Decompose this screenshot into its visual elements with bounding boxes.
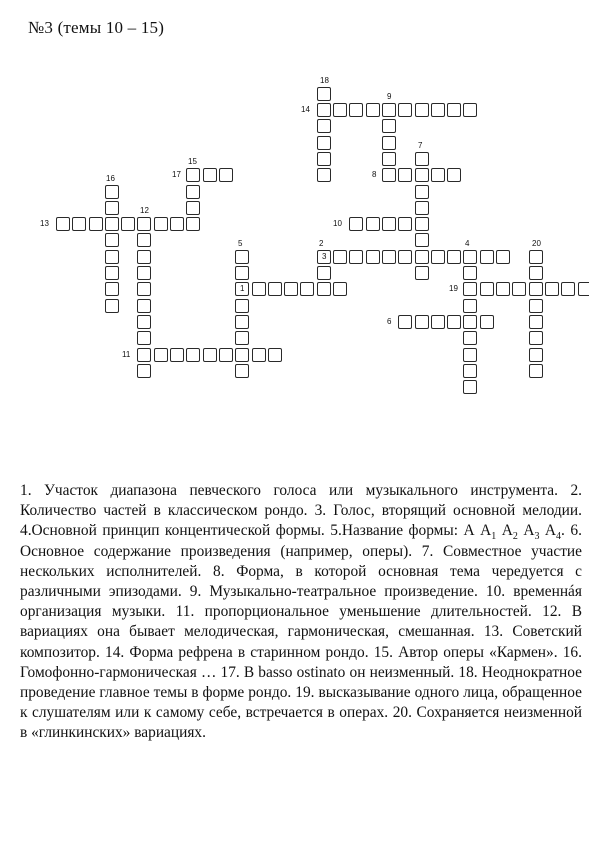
- crossword-cell[interactable]: [578, 282, 589, 296]
- crossword-cell[interactable]: [137, 250, 151, 264]
- clue-2: 2. Количество частей в классическом рондо.: [20, 482, 582, 520]
- clue-6: 6. Основное содержание произведения (например, оперы).: [20, 522, 582, 560]
- crossword-cell[interactable]: [105, 250, 119, 264]
- crossword-cell[interactable]: [398, 315, 412, 329]
- crossword-cell[interactable]: [415, 250, 429, 264]
- crossword-cell[interactable]: [317, 282, 331, 296]
- crossword-cell[interactable]: [186, 201, 200, 215]
- crossword-cell[interactable]: [382, 250, 396, 264]
- crossword-cell[interactable]: [447, 250, 461, 264]
- clue-5-sub-3: 3: [534, 531, 540, 543]
- clue-number-12: 12: [140, 206, 149, 215]
- clue-number-1: 1: [240, 284, 245, 293]
- crossword-cell[interactable]: [56, 217, 70, 231]
- crossword-cell[interactable]: [105, 217, 119, 231]
- crossword-cell[interactable]: [529, 331, 543, 345]
- crossword-cell[interactable]: [463, 348, 477, 362]
- clue-number-13: 13: [40, 219, 49, 228]
- clue-number-14: 14: [301, 105, 310, 114]
- crossword-cell[interactable]: [121, 217, 135, 231]
- crossword-cell[interactable]: [300, 282, 314, 296]
- crossword-cell[interactable]: [349, 217, 363, 231]
- clue-9: 9. Музыкально-театральное произведение.: [189, 583, 478, 601]
- crossword-cell[interactable]: [415, 315, 429, 329]
- clue-number-17: 17: [172, 170, 181, 179]
- crossword-cell[interactable]: [186, 185, 200, 199]
- crossword-cell[interactable]: [137, 233, 151, 247]
- crossword-cell[interactable]: [186, 348, 200, 362]
- clue-number-15: 15: [188, 157, 197, 166]
- clue-17: 17. В basso ostinato он неизменный.: [220, 663, 455, 681]
- crossword-cell[interactable]: [137, 315, 151, 329]
- crossword-cell[interactable]: [333, 282, 347, 296]
- crossword-cell[interactable]: [431, 315, 445, 329]
- crossword-cell[interactable]: [463, 266, 477, 280]
- crossword-cell[interactable]: [496, 282, 510, 296]
- clue-5: [330, 522, 565, 543]
- clue-number-4: 4: [465, 239, 470, 248]
- crossword-cell[interactable]: [235, 266, 249, 280]
- crossword-cell[interactable]: [463, 103, 477, 117]
- crossword-cell[interactable]: [252, 282, 266, 296]
- crossword-cell[interactable]: [529, 250, 543, 264]
- crossword-cell[interactable]: [317, 168, 331, 182]
- crossword-cell[interactable]: [89, 217, 103, 231]
- crossword-cell[interactable]: [170, 217, 184, 231]
- clue-number-6: 6: [387, 317, 392, 326]
- crossword-cell[interactable]: [415, 168, 429, 182]
- crossword-cell[interactable]: [512, 282, 526, 296]
- crossword-cell[interactable]: [463, 315, 477, 329]
- crossword-cell[interactable]: [137, 266, 151, 280]
- clue-number-2: 2: [319, 239, 324, 248]
- crossword-cell[interactable]: [463, 331, 477, 345]
- clue-5-text: 5.Название формы: А А: [330, 522, 492, 540]
- crossword-cell[interactable]: [398, 168, 412, 182]
- crossword-cell[interactable]: [529, 282, 543, 296]
- crossword-cell[interactable]: [415, 266, 429, 280]
- clue-4: 4.Основной принцип концентической формы.: [20, 522, 325, 540]
- clue-8: 8. Форма, в которой основная тема чередуется с различными эпизодами.: [20, 562, 583, 601]
- clue-15: 15. Автор оперы «Кармен».: [373, 643, 558, 661]
- crossword-cell[interactable]: [219, 348, 233, 362]
- clue-20: 20. Сохраняется неизменной в «глинкинских» вариациях.: [20, 704, 582, 742]
- clue-3: 3. Голос, вторящий основной мелодии.: [314, 502, 582, 520]
- crossword-cell[interactable]: [219, 168, 233, 182]
- crossword-cell[interactable]: [415, 217, 429, 231]
- crossword-cell[interactable]: [105, 266, 119, 280]
- clue-16: 16. Гомофонно-гармоническая …: [20, 643, 582, 681]
- crossword-cell[interactable]: [349, 250, 363, 264]
- crossword-cell[interactable]: [480, 250, 494, 264]
- crossword-cell[interactable]: [382, 103, 396, 117]
- crossword-cell[interactable]: [463, 380, 477, 394]
- crossword-cell[interactable]: [431, 250, 445, 264]
- crossword-cell[interactable]: [431, 103, 445, 117]
- crossword-cell[interactable]: [382, 217, 396, 231]
- crossword-cell[interactable]: [463, 364, 477, 378]
- crossword-cell[interactable]: [431, 168, 445, 182]
- crossword-cell[interactable]: [268, 348, 282, 362]
- crossword-cell[interactable]: [463, 299, 477, 313]
- crossword-cell[interactable]: [447, 168, 461, 182]
- crossword-cell[interactable]: [235, 331, 249, 345]
- crossword-cell[interactable]: [480, 315, 494, 329]
- clue-5-letter-3: А: [523, 522, 535, 540]
- crossword-cell[interactable]: [561, 282, 575, 296]
- crossword-cell[interactable]: [529, 364, 543, 378]
- crossword-cell[interactable]: [186, 168, 200, 182]
- crossword-cell[interactable]: [382, 152, 396, 166]
- clue-number-3: 3: [322, 252, 327, 261]
- clue-number-5: 5: [238, 239, 243, 248]
- crossword-cell[interactable]: [382, 168, 396, 182]
- clue-number-11: 11: [122, 350, 131, 359]
- crossword-cell[interactable]: [235, 315, 249, 329]
- clue-number-20: 20: [532, 239, 541, 248]
- crossword-cell[interactable]: [529, 315, 543, 329]
- clue-number-7: 7: [418, 141, 423, 150]
- crossword-cell[interactable]: [529, 348, 543, 362]
- crossword-cell[interactable]: [545, 282, 559, 296]
- crossword-cell[interactable]: [529, 299, 543, 313]
- crossword-cell[interactable]: [137, 217, 151, 231]
- crossword-cell[interactable]: [447, 315, 461, 329]
- clue-18: 18. Неоднократное проведение главное темы в форме рондо.: [20, 663, 582, 702]
- clue-11: 11. пропорциональное уменьшение длительностей.: [175, 603, 532, 621]
- crossword-cell[interactable]: [137, 348, 151, 362]
- crossword-cell[interactable]: [235, 364, 249, 378]
- crossword-cell[interactable]: [137, 299, 151, 313]
- clue-number-9: 9: [387, 92, 392, 101]
- page-title: №3 (темы 10 – 15): [28, 18, 165, 37]
- crossword-cell[interactable]: [415, 233, 429, 247]
- crossword-cell[interactable]: [154, 217, 168, 231]
- clue-5-sub-2: 2: [512, 531, 518, 543]
- crossword-cell[interactable]: [105, 201, 119, 215]
- crossword-cell[interactable]: [317, 266, 331, 280]
- crossword-cell[interactable]: [480, 282, 494, 296]
- crossword-cell[interactable]: [154, 348, 168, 362]
- crossword-cell[interactable]: [284, 282, 298, 296]
- crossword-cell[interactable]: [317, 152, 331, 166]
- crossword-cell[interactable]: [105, 299, 119, 313]
- crossword-cell[interactable]: [463, 282, 477, 296]
- crossword-cell[interactable]: [529, 266, 543, 280]
- crossword-cell[interactable]: [235, 250, 249, 264]
- crossword-cell[interactable]: [349, 103, 363, 117]
- crossword-cell[interactable]: [382, 136, 396, 150]
- crossword-cell[interactable]: [398, 250, 412, 264]
- clue-1: 1. Участок диапазона певческого голоса или музыкального инструмента.: [20, 482, 558, 499]
- crossword-cell[interactable]: [496, 250, 510, 264]
- clue-7: 7. Совместное участие нескольких исполнителей.: [20, 542, 582, 580]
- clue-12: 12. В вариациях она бывает мелодическая, гармоническая, смешанная.: [20, 603, 582, 641]
- crossword-cell[interactable]: [137, 364, 151, 378]
- clue-19: 19. высказывание одного лица, обращенное к слушателям или к самому себе, встречается в операх.: [20, 684, 582, 722]
- crossword-cell[interactable]: [137, 282, 151, 296]
- clue-number-18: 18: [320, 76, 329, 85]
- crossword-cell[interactable]: [235, 348, 249, 362]
- crossword-cell[interactable]: [366, 103, 380, 117]
- crossword-cell[interactable]: [366, 217, 380, 231]
- crossword-cell[interactable]: [317, 119, 331, 133]
- crossword-cell[interactable]: [333, 103, 347, 117]
- crossword-cell[interactable]: [203, 348, 217, 362]
- clue-5-letter-2: А: [501, 522, 513, 540]
- crossword-cell[interactable]: [105, 282, 119, 296]
- clue-5-sub-4: 4: [556, 531, 562, 543]
- crossword-cell[interactable]: [463, 250, 477, 264]
- crossword-cell[interactable]: [137, 331, 151, 345]
- crossword-cell[interactable]: [415, 201, 429, 215]
- crossword-cell[interactable]: [186, 217, 200, 231]
- crossword-cell[interactable]: [317, 87, 331, 101]
- crossword-cell[interactable]: [415, 152, 429, 166]
- clue-number-8: 8: [372, 170, 377, 179]
- clue-number-10: 10: [333, 219, 342, 228]
- clue-14: 14. Форма рефрена в старинном рондо.: [105, 643, 369, 661]
- crossword-cell[interactable]: [170, 348, 184, 362]
- clue-5-sub-1: 1: [491, 531, 497, 543]
- crossword-cell[interactable]: [398, 217, 412, 231]
- crossword-cell[interactable]: [317, 136, 331, 150]
- crossword-cell[interactable]: [203, 168, 217, 182]
- crossword-cell[interactable]: [447, 103, 461, 117]
- crossword-cell[interactable]: [398, 103, 412, 117]
- crossword-cell[interactable]: [105, 185, 119, 199]
- crossword-cell[interactable]: [415, 103, 429, 117]
- crossword-cell[interactable]: [235, 299, 249, 313]
- clue-5-letter-4: А: [544, 522, 557, 540]
- crossword-cell[interactable]: [415, 185, 429, 199]
- crossword-cell[interactable]: [252, 348, 266, 362]
- crossword-cell[interactable]: [382, 119, 396, 133]
- crossword-cell[interactable]: [105, 233, 119, 247]
- crossword-cell[interactable]: [72, 217, 86, 231]
- crossword-cell[interactable]: [366, 250, 380, 264]
- clue-number-19: 19: [449, 284, 458, 293]
- crossword-cell[interactable]: [333, 250, 347, 264]
- clue-10: 10. временнáя организация музыки.: [20, 583, 582, 621]
- clues-text: [20, 481, 582, 744]
- crossword-cell[interactable]: [268, 282, 282, 296]
- clue-number-16: 16: [106, 174, 115, 183]
- clue-13: 13. Советский композитор.: [20, 623, 582, 661]
- crossword-cell[interactable]: [317, 103, 331, 117]
- clue-5-period: .: [561, 522, 565, 540]
